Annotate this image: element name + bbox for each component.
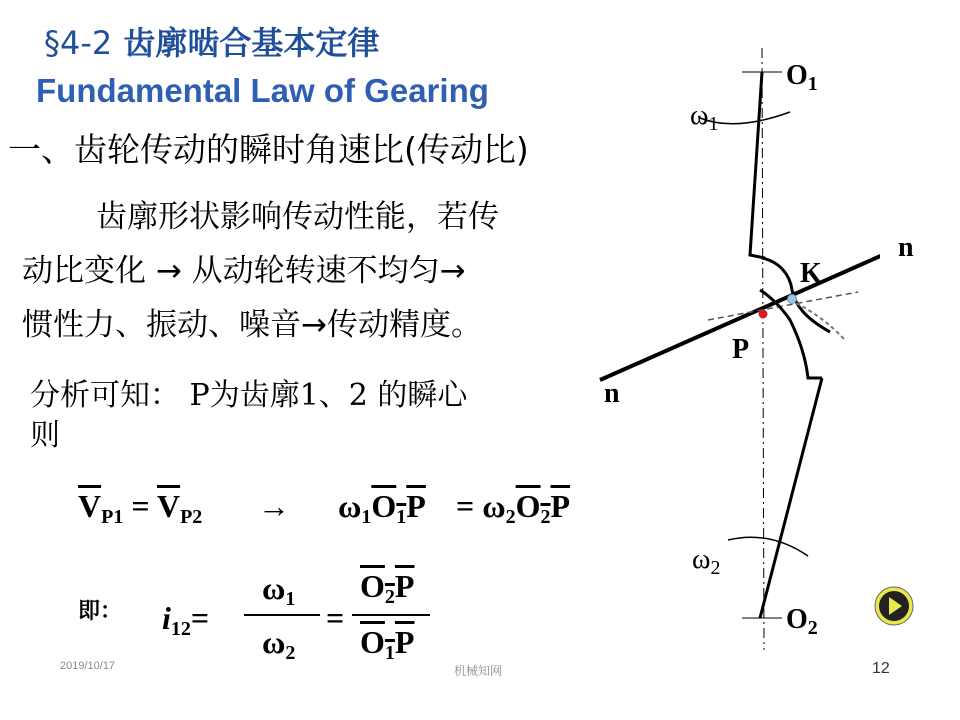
label-o2-letter: O (786, 604, 808, 635)
vector-v: $\overline{V}$ (78, 488, 102, 524)
velocity-formula (78, 488, 202, 529)
o2p-p: P (550, 488, 571, 524)
section-title-text: 齿廓啮合基本定律 (123, 24, 380, 62)
frac-o2p-sub: 2 (384, 586, 395, 608)
label-o1 (786, 60, 818, 96)
label-omega2 (692, 544, 720, 580)
frac-omega-num (262, 570, 295, 611)
omega-formula-rhs: = $\omega_2O_2P$ (456, 488, 571, 528)
o1p-o: O (371, 488, 397, 524)
vp2-sub: P2 (180, 506, 203, 528)
o2p-segment (515, 488, 571, 528)
frac-w2: ω (262, 624, 286, 660)
label-k: K (800, 258, 822, 289)
frac-o2p-p: P (394, 568, 415, 604)
frac-w2-sub: 2 (285, 642, 296, 664)
frac-omega-den (262, 624, 295, 665)
centerline (762, 48, 764, 650)
formula2-prefix: 即： (78, 599, 123, 624)
label-omega1-sub: 1 (708, 113, 719, 135)
label-o1-letter: O (786, 60, 808, 91)
label-omega1 (690, 100, 718, 136)
ratio-i: i (162, 600, 171, 636)
equals-sign: = (123, 488, 157, 524)
omega-1: ω (338, 488, 362, 524)
ratio-eq-2: = (326, 600, 345, 636)
analysis-line-2: 则 (30, 418, 60, 453)
ratio-i12 (162, 600, 209, 641)
arrow-symbol: → (258, 488, 290, 524)
common-tangent (708, 292, 858, 320)
play-button[interactable] (874, 586, 914, 626)
play-icon (874, 586, 914, 626)
o1p-sub: 1 (396, 506, 407, 528)
section-number: §4-2 (44, 24, 113, 62)
label-p: P (732, 334, 750, 365)
frac-w1: ω (262, 570, 286, 606)
frac-o2p-o: O (360, 568, 385, 604)
label-omega2-sub: 2 (710, 557, 721, 579)
footer-source: 机械知网 (454, 664, 503, 678)
arm-o2 (760, 378, 822, 618)
omega-2-sub: 2 (505, 506, 516, 528)
label-o2-sub: 2 (807, 617, 818, 639)
body-paragraph (22, 190, 602, 352)
label-n-lower: n (604, 378, 620, 409)
label-o2 (786, 604, 818, 640)
section-title-en: Fundamental Law of Gearing (36, 72, 489, 109)
fraction-bar-2 (352, 614, 430, 616)
o1p-segment (371, 488, 426, 528)
paragraph-line-2: 动比变化 → 从动轮转速不均匀→ (22, 253, 466, 289)
o1p-p: P (406, 488, 426, 524)
section-title-cn (44, 18, 379, 64)
omega-1-sub: 1 (361, 506, 372, 528)
frac-o1p-sub: 1 (384, 642, 395, 664)
gear-meshing-diagram (580, 40, 880, 650)
frac-o1p-o: O (360, 624, 385, 660)
frac-w1-sub: 1 (285, 588, 296, 610)
contact-point (788, 295, 797, 304)
label-o1-sub: 1 (807, 73, 818, 95)
subheading: 一、齿轮传动的瞬时角速比(传动比) (8, 130, 529, 169)
o2p-o: O (515, 488, 541, 524)
label-omega2-symbol: ω (692, 544, 711, 575)
page-number: 12 (872, 660, 890, 677)
pitch-point (759, 310, 768, 319)
o2p-sub: 2 (540, 506, 551, 528)
ratio-eq-1: = (190, 600, 210, 636)
footer-date: 2019/10/17 (60, 660, 116, 672)
omega2-arc (728, 537, 808, 556)
ratio-i-sub: 12 (170, 618, 191, 640)
frac-o1p-p: P (394, 624, 415, 660)
frac-o2p (360, 568, 414, 609)
frac-o1p (360, 624, 414, 665)
paragraph-line-1: 齿廓形状影响传动性能，若传 (96, 199, 499, 235)
paragraph-line-3: 惯性力、振动、噪音→传动精度。 (22, 307, 482, 343)
analysis-text (30, 376, 467, 456)
label-omega1-symbol: ω (690, 100, 709, 131)
label-n-upper: n (898, 232, 914, 263)
omega-2: ω (482, 488, 506, 524)
vp1-sub: P1 (101, 506, 124, 528)
vector-v2: $\overline{V}$ (156, 488, 181, 524)
analysis-line-1: 分析可知： P为齿廓1、2 的瞬心 (30, 378, 468, 413)
omega-formula (338, 488, 426, 529)
fraction-bar-1 (244, 614, 320, 616)
